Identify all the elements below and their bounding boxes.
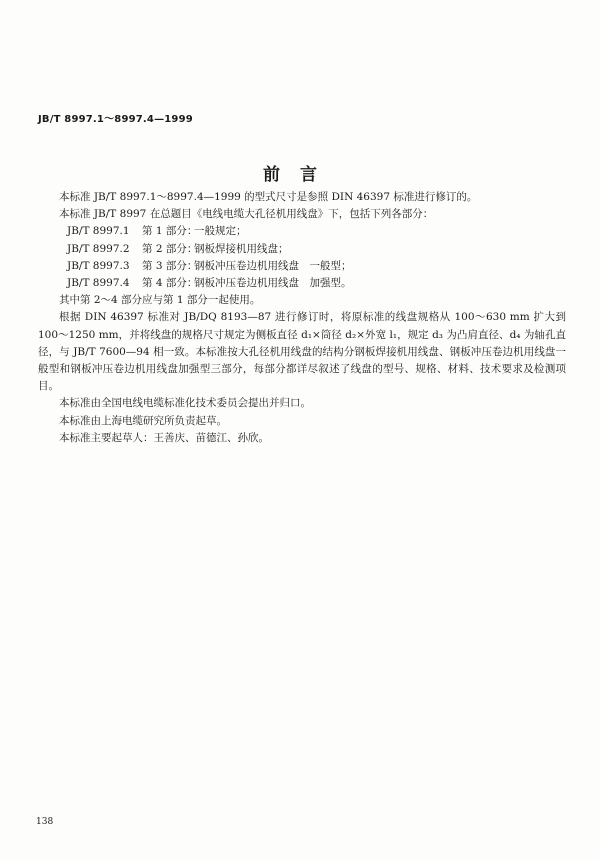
body-paragraph: 根据 DIN 46397 标准对 JB/DQ 8193—87 进行修订时，将原标准的线盘规格从 100～630 mm 扩大到 100～1250 mm，并将线盘的规格尺寸规定为侧板直径 d₁×筒径 d₂×外宽 l₁，规定 d₃ 为凸肩直径、d₄ 为轴孔直径，与 JB/T 7600—94 相一致。本标准按大孔径机用线盘的结构分钢板焊接机用线盘、钢板冲压卷边机用线盘一般型和钢板冲压卷边机用线盘加强型三部分，每部分都详尽叙述了线盘的型号、规格、材料、技术要求及检测项目。 [38,311,566,393]
part-number: 第 1 部分： [142,225,198,238]
page-number: 138 [36,817,54,827]
part-title: 钢板冲压卷边机用线盘 加强型。 [194,277,352,290]
part-title: 钢板冲压卷边机用线盘 一般型； [194,259,352,272]
intro-paragraph: 本标准 JB/T 8997 在总题目《电线电缆大孔径机用线盘》下，包括下列各部分： [59,208,434,221]
part-title: 一般规定； [194,225,247,238]
part-list-item [38,258,566,275]
part-list-item [38,241,566,258]
part-number: 第 3 部分： [142,259,198,272]
page-title: 前言 [263,165,337,185]
part-number: 第 2 部分： [142,242,198,255]
body-paragraph: 本标准主要起草人：王善庆、苗德江、孙欣。 [59,431,269,444]
body-paragraph: 其中第 2～4 部分应与第 1 部分一起使用。 [59,294,261,307]
part-list-item [38,223,566,240]
part-code: JB/T 8997.4 [67,277,130,290]
foreword-body [38,189,566,447]
part-number: 第 4 部分： [142,277,198,290]
part-code: JB/T 8997.3 [67,259,130,272]
intro-paragraph: 本标准 JB/T 8997.1～8997.4—1999 的型式尺寸是参照 DIN 46397 标准进行修订的。 [59,191,478,203]
body-paragraph: 本标准由全国电线电缆标准化技术委员会提出并归口。 [59,397,311,410]
body-paragraph: 本标准由上海电缆研究所负责起草。 [59,414,227,427]
part-title: 钢板焊接机用线盘； [194,242,289,255]
part-code: JB/T 8997.1 [67,225,130,238]
part-code: JB/T 8997.2 [67,242,130,255]
document-code: JB/T 8997.1～8997.4—1999 [38,114,193,125]
part-list-item [38,275,566,292]
